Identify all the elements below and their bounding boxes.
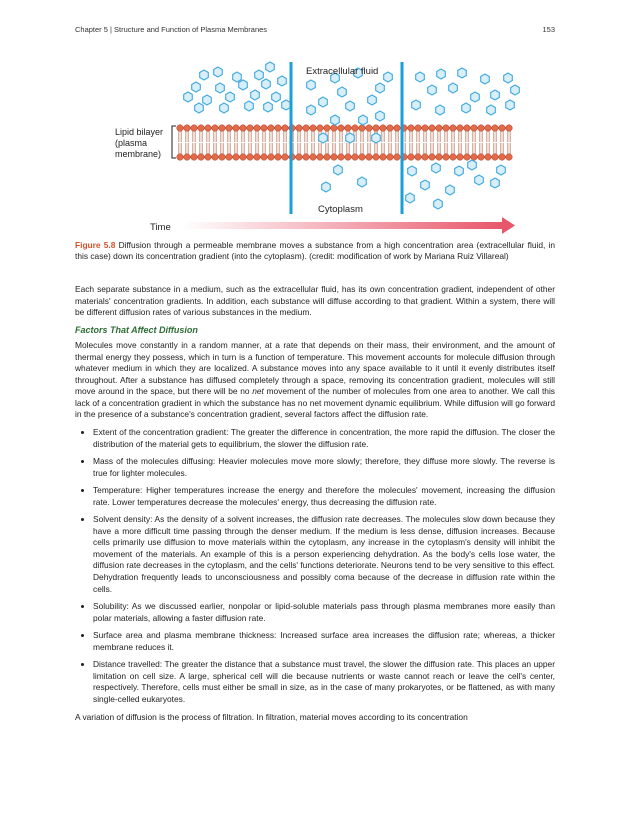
lipid-head	[492, 154, 499, 161]
factors-list	[75, 427, 555, 705]
molecule	[192, 82, 201, 92]
time-label: Time	[150, 222, 171, 233]
lipid-head	[261, 125, 268, 132]
lipid-head	[422, 154, 429, 161]
lipid-head	[296, 154, 303, 161]
list-item: • Mass of the molecules diffusing: Heavier molecules move more slowly; therefore, they diffuse more slowly. The reverse is true for lighter molecules.	[93, 456, 555, 479]
lipid-head	[408, 154, 415, 161]
lipid-head	[219, 154, 226, 161]
body-content	[75, 284, 555, 729]
lipid-head	[233, 154, 240, 161]
lipid-head	[296, 125, 303, 132]
intro-paragraph: Each separate substance in a medium, such as the extracellular fluid, has its own concentration gradient, independent of other materials' concentration gradients. In addition, each substance will diffuse according to that gradient. Within a system, there will be different diffusion rates of various substances in the medium.	[75, 284, 555, 318]
lipid-head	[506, 154, 513, 161]
lipid-head	[247, 154, 254, 161]
lipid-head	[317, 125, 324, 132]
molecule	[428, 85, 437, 95]
molecule	[338, 87, 347, 97]
lipid-head	[492, 125, 499, 132]
list-item: • Extent of the concentration gradient: The greater the difference in concentration, the more rapid the diffusion. The closer the distribution of the material gets to equilibrium, the slower the diffusion rate.	[93, 427, 555, 450]
lipid-head	[261, 154, 268, 161]
molecule	[434, 199, 443, 209]
lipid-label-line-3: membrane)	[115, 149, 162, 159]
lipid-head	[184, 125, 191, 132]
lipid-head	[303, 125, 310, 132]
molecule	[184, 92, 193, 102]
lipid-head	[366, 154, 373, 161]
lipid-head	[331, 154, 338, 161]
lipid-head	[408, 125, 415, 132]
lipid-head	[240, 125, 247, 132]
molecule	[372, 133, 381, 143]
molecule	[200, 70, 209, 80]
molecule	[497, 165, 506, 175]
molecule	[487, 105, 496, 115]
molecule	[436, 105, 445, 115]
lipid-head	[415, 125, 422, 132]
lipid-head	[191, 125, 198, 132]
lipid-head	[324, 125, 331, 132]
factors-text-before: Molecules move constantly in a random manner, at a rate that depends on their mass, their environment, and the amount of thermal energy they possess, which in turn is a function of temperature. This movement accounts for molecule diffusion through whatever medium in which they are localized. A substance moves into any space available to it until it evenly distributes itself throughout. After a substance has diffused completely through a space, removing its concentration gradient, molecules will still move around in the space, but there will be no	[75, 340, 555, 397]
caption-text: Diffusion through a permeable membrane moves a substance from a high concentration area (extracellular fluid, in this case) down its concentration gradient (into the cytoplasm). (credit: modification of work by Mariana Ruiz Villareal)	[75, 240, 555, 262]
molecule	[307, 105, 316, 115]
lipid-head	[233, 125, 240, 132]
lipid-head	[205, 125, 212, 132]
lipid-head	[184, 154, 191, 161]
molecule	[245, 101, 254, 111]
lipid-bilayer	[177, 125, 513, 161]
lipid-head	[366, 125, 373, 132]
molecule	[416, 72, 425, 82]
lipid-head	[471, 154, 478, 161]
factors-paragraph	[75, 340, 555, 421]
molecule	[468, 160, 477, 170]
section-heading: Factors That Affect Diffusion	[75, 324, 198, 335]
lipid-head	[478, 154, 485, 161]
lipid-head	[359, 154, 366, 161]
lipid-head	[499, 154, 506, 161]
molecule	[346, 101, 355, 111]
lipid-head	[436, 154, 443, 161]
molecule	[506, 100, 515, 110]
lipid-head	[226, 154, 233, 161]
factors-text-after: movement of the number of molecules from one area to another. We call this lack of a concentration gradient in which the substance has no net movement dynamic equilibrium. While diffusion will go forward in the presence of a substance's concentration gradient, several factors affect the diffusion rate.	[75, 386, 555, 420]
time-arrow-shaft	[182, 222, 504, 229]
lipid-label-line-2: (plasma	[115, 138, 148, 148]
lipid-head	[338, 154, 345, 161]
lipid-label-line-1: Lipid bilayer	[115, 127, 164, 137]
molecule	[346, 133, 355, 143]
molecule	[251, 90, 260, 100]
molecule	[322, 182, 331, 192]
lipid-head	[226, 125, 233, 132]
lipid-head	[268, 125, 275, 132]
molecule	[334, 165, 343, 175]
list-item: • Distance travelled: The greater the distance that a substance must travel, the slower the diffusion rate. This places an upper limitation on cell size. A large, spherical cell will die because nutrients or waste cannot reach or leave the cell's center, respectively. Therefore, cells must either be small in size, as in the case of many prokaryotes, or be flattened, as with many single-celled eukaryotes.	[93, 659, 555, 705]
lipid-head	[464, 154, 471, 161]
molecule	[233, 72, 242, 82]
molecule	[449, 83, 458, 93]
lipid-head	[198, 125, 205, 132]
lipid-head	[464, 125, 471, 132]
molecule	[406, 193, 415, 203]
lipid-head	[331, 125, 338, 132]
lipid-head	[310, 154, 317, 161]
molecule	[446, 185, 455, 195]
diffusion-figure	[110, 50, 530, 235]
molecule	[437, 69, 446, 79]
molecule	[491, 178, 500, 188]
molecule	[475, 175, 484, 185]
molecule	[319, 97, 328, 107]
extracellular-label: Extracellular fluid	[306, 66, 379, 77]
lipid-head	[219, 125, 226, 132]
lipid-head	[457, 154, 464, 161]
molecule	[255, 70, 264, 80]
lipid-head	[352, 154, 359, 161]
lipid-head	[303, 154, 310, 161]
molecule	[319, 133, 328, 143]
molecule	[331, 115, 340, 125]
lipid-head	[387, 154, 394, 161]
molecule	[455, 166, 464, 176]
lipid-head	[394, 125, 401, 132]
lipid-head	[436, 125, 443, 132]
lipid-head	[317, 154, 324, 161]
molecule	[376, 83, 385, 93]
lipid-head	[345, 154, 352, 161]
lipid-head	[422, 125, 429, 132]
molecule	[239, 80, 248, 90]
molecule	[481, 74, 490, 84]
molecule	[384, 72, 393, 82]
molecule	[216, 83, 225, 93]
lipid-head	[198, 154, 205, 161]
lipid-head	[443, 154, 450, 161]
molecule-group	[184, 62, 520, 209]
molecule	[226, 92, 235, 102]
lipid-head	[282, 154, 289, 161]
lipid-head	[373, 125, 380, 132]
list-item: • Solvent density: As the density of a solvent increases, the diffusion rate decreases. The molecules slow down because they have a more difficult time passing through the denser medium. If the medium is less dense, diffusion increases. Because cells primarily use diffusion to move materials within the cytoplasm, any increase in the cytoplasm's density will inhibit the movement of the materials. An example of this is a person experiencing dehydration. As the body's cells lose water, the diffusion rate decreases in the cytoplasm, and the cells' functions deteriorate. Neurons tend to be very sensitive to this effect. Dehydration frequently leads to unconsciousness and possibly coma because of the decrease in diffusion rate within the cells.	[93, 514, 555, 595]
molecule	[376, 111, 385, 121]
molecule	[471, 92, 480, 102]
list-item: • Surface area and plasma membrane thickness: Increased surface area increases the diffusion rate; whereas, a thicker membrane reduces it.	[93, 630, 555, 653]
lipid-head	[177, 125, 184, 132]
lipid-bracket	[172, 126, 176, 158]
lipid-head	[485, 154, 492, 161]
molecule	[458, 68, 467, 78]
molecule	[272, 92, 281, 102]
molecule	[278, 76, 287, 86]
lipid-head	[310, 125, 317, 132]
lipid-head	[387, 125, 394, 132]
diffusion-diagram	[110, 50, 530, 235]
lipid-head	[212, 125, 219, 132]
molecule	[462, 103, 471, 113]
molecule	[307, 80, 316, 90]
lipid-head	[429, 154, 436, 161]
molecule	[264, 102, 273, 112]
molecule	[432, 163, 441, 173]
lipid-head	[247, 125, 254, 132]
molecule	[421, 180, 430, 190]
lipid-head	[380, 154, 387, 161]
lipid-head	[191, 154, 198, 161]
lipid-head	[275, 125, 282, 132]
molecule	[511, 85, 520, 95]
lipid-head	[345, 125, 352, 132]
lipid-head	[478, 125, 485, 132]
molecule	[408, 166, 417, 176]
molecule	[504, 73, 513, 83]
lipid-head	[254, 125, 261, 132]
lipid-head	[471, 125, 478, 132]
lipid-head	[352, 125, 359, 132]
lipid-head	[254, 154, 261, 161]
page-number: 153	[542, 25, 555, 34]
time-arrow-head	[502, 217, 515, 234]
figure-label: Figure 5.8	[75, 240, 116, 250]
lipid-head	[324, 154, 331, 161]
closing-paragraph: A variation of diffusion is the process of filtration. In filtration, material moves according to its concentration	[75, 711, 468, 722]
lipid-head	[359, 125, 366, 132]
lipid-head	[380, 125, 387, 132]
molecule	[368, 95, 377, 105]
lipid-head	[506, 125, 513, 132]
molecule	[262, 79, 271, 89]
lipid-head	[499, 125, 506, 132]
molecule	[195, 103, 204, 113]
lipid-head	[205, 154, 212, 161]
lipid-head	[275, 154, 282, 161]
molecule	[214, 67, 223, 77]
lipid-head	[373, 154, 380, 161]
cytoplasm-label: Cytoplasm	[318, 204, 363, 215]
lipid-head	[429, 125, 436, 132]
factors-emphasis: net	[252, 386, 264, 397]
lipid-head	[394, 154, 401, 161]
molecule	[359, 115, 368, 125]
lipid-head	[268, 154, 275, 161]
lipid-head	[443, 125, 450, 132]
molecule	[491, 90, 500, 100]
lipid-head	[457, 125, 464, 132]
molecule	[266, 62, 275, 72]
list-item: • Temperature: Higher temperatures increase the energy and therefore the molecules' movement, increasing the diffusion rate. Lower temperatures decrease the molecules' energy, thus decreasing the diffusion rate.	[93, 485, 555, 508]
page-header	[75, 25, 555, 37]
molecule	[220, 103, 229, 113]
molecule	[412, 100, 421, 110]
list-item: • Solubility: As we discussed earlier, nonpolar or lipid-soluble materials pass through plasma membranes more easily than polar materials, allowing a faster diffusion rate.	[93, 601, 555, 624]
molecule	[203, 95, 212, 105]
lipid-head	[450, 154, 457, 161]
figure-caption	[75, 240, 555, 263]
lipid-head	[212, 154, 219, 161]
lipid-head	[415, 154, 422, 161]
lipid-head	[282, 125, 289, 132]
lipid-head	[338, 125, 345, 132]
lipid-head	[177, 154, 184, 161]
molecule	[282, 100, 291, 110]
lipid-head	[450, 125, 457, 132]
molecule	[358, 177, 367, 187]
lipid-head	[240, 154, 247, 161]
chapter-title: Chapter 5 | Structure and Function of Plasma Membranes	[75, 25, 268, 34]
lipid-head	[485, 125, 492, 132]
